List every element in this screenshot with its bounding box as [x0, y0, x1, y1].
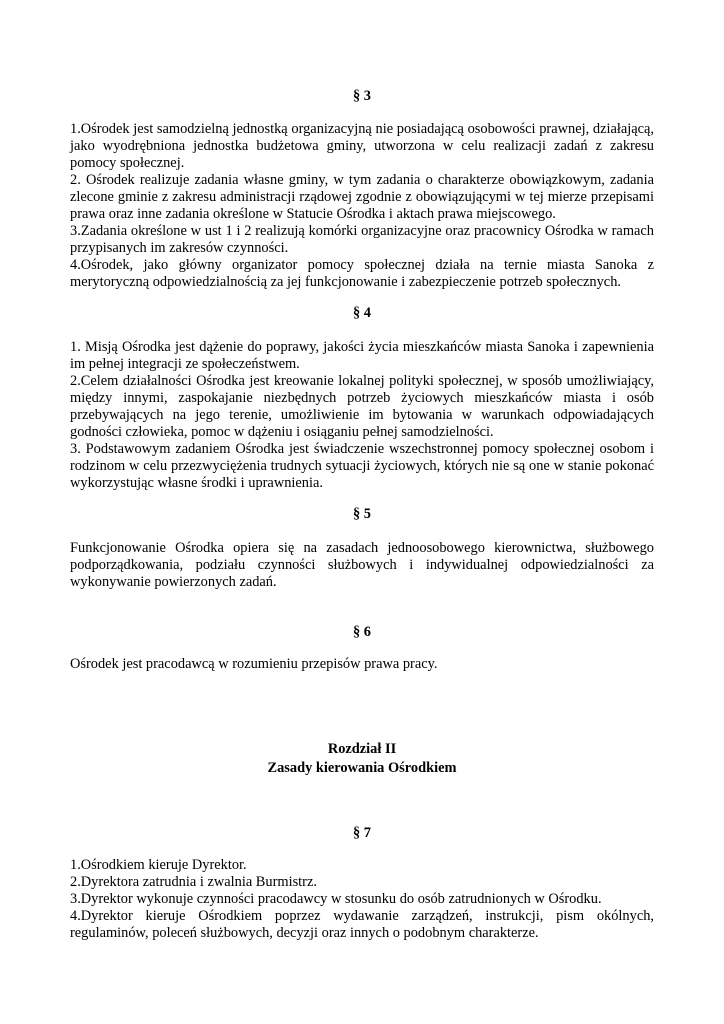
section-heading-5: § 5 [353, 506, 371, 522]
chapter-title: Zasady kierowania Ośrodkiem [267, 760, 457, 776]
paragraph: 3.Zadania określone w ust 1 i 2 realizują komórki organizacyjne oraz pracownicy Ośrodka w ramach przypisanych im zakresów czynności. [70, 223, 654, 256]
chapter-number: Rozdział II [327, 741, 397, 757]
paragraph: 2. Ośrodek realizuje zadania własne gminy, w tym zadania o charakterze obowiązkowym, zadania zlecone gminie z zakresu administracji rządowej zgodnie z obowiązującymi w tej mierze przepisami prawa oraz inne zadania określone w Statucie Ośrodka i aktach prawa miejscowego. [70, 172, 654, 222]
chapter-heading [70, 740, 654, 778]
paragraph: 2.Dyrektora zatrudnia i zwalnia Burmistrz. [70, 874, 317, 890]
paragraph: 1. Misją Ośrodka jest dążenie do poprawy, jakości życia mieszkańców miasta Sanoka i zapewnienia im pełnej integracji ze społeczeństwem. [70, 339, 654, 372]
section-body-4 [70, 339, 654, 492]
paragraph: Ośrodek jest pracodawcą w rozumieniu przepisów prawa pracy. [70, 656, 438, 672]
paragraph: 3. Podstawowym zadaniem Ośrodka jest świadczenie wszechstronnej pomocy społecznej osobom i rodzinom w celu przezwyciężenia trudnych sytuacji życiowych, których nie są one w stanie pokonać wykorzystując własne środki i uprawnienia. [70, 441, 654, 491]
paragraph: Funkcjonowanie Ośrodka opiera się na zasadach jednoosobowego kierownictwa, służbowego podporządkowania, podziału czynności służbowych i indywidualnej odpowiedzialności za wykonywanie powierzonych zadań. [70, 540, 654, 590]
section-body-3 [70, 121, 654, 291]
section-heading-6: § 6 [353, 624, 371, 640]
document-page [70, 0, 654, 1024]
section-heading-3: § 3 [353, 88, 371, 104]
paragraph: 4.Ośrodek, jako główny organizator pomocy społecznej działa na ternie miasta Sanoka z merytoryczną odpowiedzialnością za jej funkcjonowanie i zabezpieczenie potrzeb społecznych. [70, 257, 654, 290]
paragraph: 4.Dyrektor kieruje Ośrodkiem poprzez wydawanie zarządzeń, instrukcji, pism okólnych, regulaminów, poleceń służbowych, decyzji oraz innych o podobnym charakterze. [70, 908, 654, 941]
section-body-7 [70, 857, 654, 942]
section-body-5 [70, 540, 654, 591]
paragraph: 1.Ośrodkiem kieruje Dyrektor. [70, 857, 247, 873]
section-body-6 [70, 656, 654, 673]
paragraph: 3.Dyrektor wykonuje czynności pracodawcy w stosunku do osób zatrudnionych w Ośrodku. [70, 891, 602, 907]
paragraph: 2.Celem działalności Ośrodka jest kreowanie lokalnej polityki społecznej, w sposób umożliwiający, między innymi, zaspokajanie niezbędnych potrzeb życiowych mieszkańców miasta i osób przebywających na jego terenie, umożliwienie im bytowania w warunkach odpowiadających godności człowieka, pomoc w dążeniu i osiąganiu pełnej samodzielności. [70, 373, 654, 440]
section-heading-7: § 7 [353, 825, 371, 841]
paragraph: 1.Ośrodek jest samodzielną jednostką organizacyjną nie posiadającą osobowości prawnej, działającą, jako wyodrębniona jednostka budżetowa gminy, utworzona w celu realizacji zadań z zakresu pomocy społecznej. [70, 121, 654, 171]
section-heading-4: § 4 [353, 305, 371, 321]
